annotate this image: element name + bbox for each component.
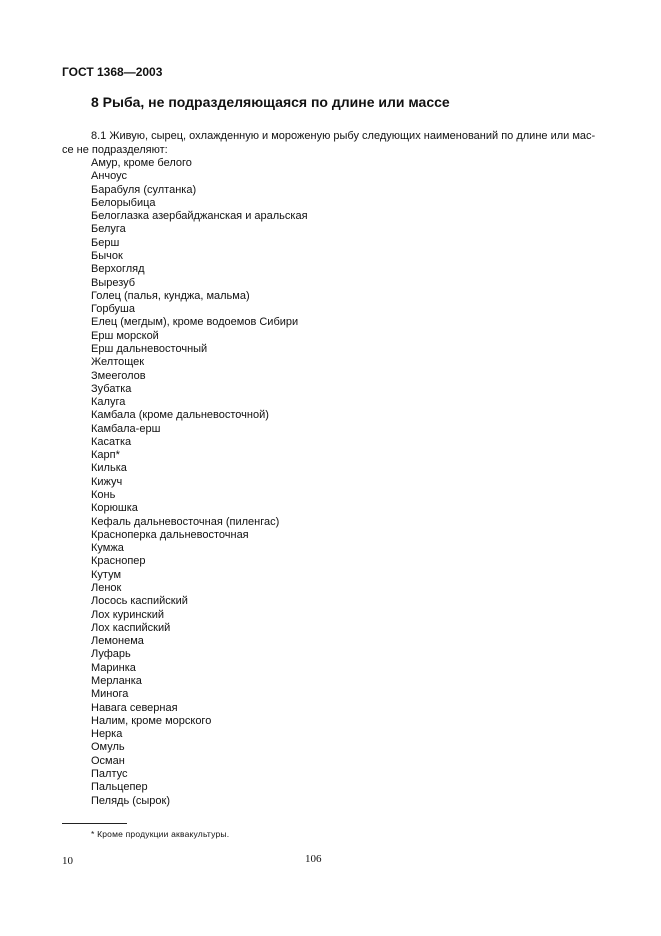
- page-number-left: 10: [62, 855, 73, 867]
- list-item: Кефаль дальневосточная (пиленгас): [91, 515, 280, 528]
- document-code: ГОСТ 1368—2003: [62, 65, 163, 79]
- list-item: Ерш дальневосточный: [91, 342, 208, 355]
- list-item: Конь: [91, 489, 116, 502]
- list-item: Змееголов: [91, 369, 146, 382]
- list-item: Омуль: [91, 741, 125, 754]
- list-item: Налим, кроме морского: [91, 714, 212, 727]
- list-item: Касатка: [91, 435, 132, 448]
- intro-line-1: 8.1 Живую, сырец, охлажденную и мороженую рыбу следующих наименований по длине или мас-: [91, 130, 596, 142]
- list-item: Барабуля (султанка): [91, 183, 197, 196]
- section-title: 8 Рыба, не подразделяющаяся по длине или массе: [91, 94, 450, 110]
- list-item: Маринка: [91, 661, 136, 674]
- list-item: Кумжа: [91, 542, 124, 555]
- list-item: Лох каспийский: [91, 621, 171, 634]
- list-item: Осман: [91, 754, 125, 767]
- list-item: Горбуша: [91, 303, 135, 316]
- list-item: Кутум: [91, 568, 122, 581]
- list-item: Белорыбица: [91, 196, 156, 209]
- list-item: Амур, кроме белого: [91, 157, 192, 169]
- list-item: Мерланка: [91, 674, 142, 687]
- list-item: Камбала (кроме дальневосточной): [91, 409, 269, 422]
- list-item: Лемонема: [91, 635, 144, 648]
- list-item: Белоглазка азербайджанская и аральская: [91, 210, 308, 223]
- list-item: Ерш морской: [91, 329, 159, 342]
- list-item: Белуга: [91, 223, 126, 236]
- list-item: Верхогляд: [91, 263, 145, 276]
- fish-name-list: [91, 157, 308, 808]
- list-item: Навага северная: [91, 701, 178, 714]
- list-item: Карп*: [91, 449, 120, 462]
- list-item: Лох куринский: [91, 608, 165, 621]
- list-item: Зубатка: [91, 382, 132, 395]
- list-item: Ленок: [91, 582, 122, 594]
- intro-line-2: се не подразделяют:: [62, 143, 168, 156]
- list-item: Лосось каспийский: [91, 595, 188, 608]
- list-item: Пальцепер: [91, 781, 148, 794]
- list-item: Калуга: [91, 396, 126, 409]
- footnote-separator: [62, 823, 127, 824]
- page-number-center: 106: [305, 853, 322, 865]
- list-item: Краснопер: [91, 555, 146, 568]
- list-item: Анчоус: [91, 170, 128, 183]
- list-item: Голец (палья, кунджа, мальма): [91, 289, 250, 302]
- intro-paragraph: [62, 130, 602, 157]
- list-item: Пелядь (сырок): [91, 794, 171, 807]
- footnote: * Кроме продукции аквакультуры.: [91, 829, 230, 839]
- list-item: Нерка: [91, 728, 123, 741]
- list-item: Корюшка: [91, 502, 138, 515]
- list-item: Луфарь: [91, 648, 131, 661]
- list-item: Красноперка дальневосточная: [91, 528, 249, 541]
- list-item: Желтощек: [91, 356, 145, 369]
- list-item: Вырезуб: [91, 276, 136, 289]
- list-item: Елец (мегдым), кроме водоемов Сибири: [91, 316, 299, 329]
- list-item: Палтус: [91, 767, 128, 780]
- list-item: Берш: [91, 236, 120, 249]
- list-item: Камбала-ерш: [91, 422, 161, 435]
- list-item: Минога: [91, 688, 129, 701]
- list-item: Кижуч: [91, 475, 123, 488]
- list-item: Килька: [91, 462, 127, 475]
- list-item: Бычок: [91, 249, 123, 262]
